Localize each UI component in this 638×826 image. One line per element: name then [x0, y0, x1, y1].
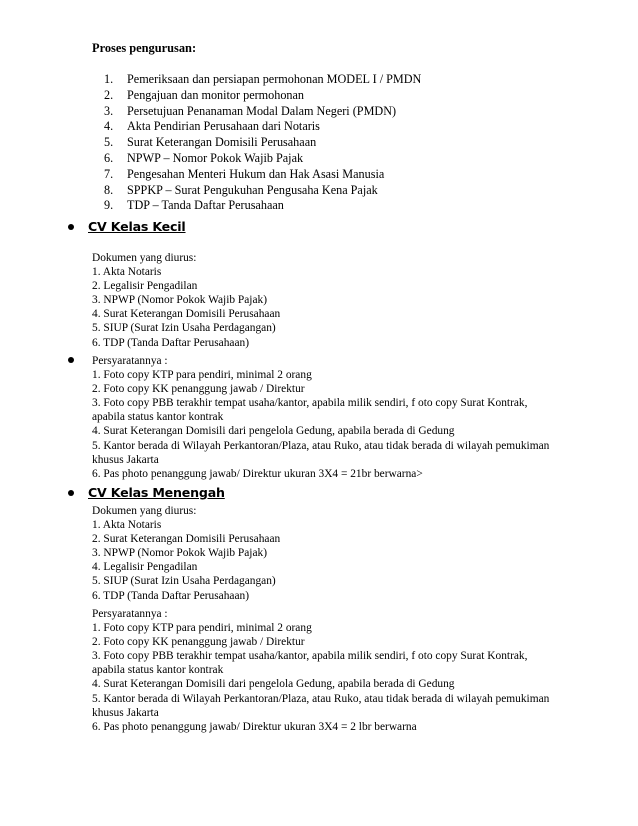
- dokumen-line: 2. Surat Keterangan Domisili Perusahaan: [92, 533, 281, 546]
- proses-list-item: [104, 167, 421, 183]
- proses-list-item: [104, 135, 421, 151]
- dokumen-line: 4. Legalisir Pengadilan: [92, 561, 198, 574]
- item-text: Pengajuan dan monitor permohonan: [127, 87, 305, 102]
- persyaratan-line: 5. Kantor berada di Wilayah Perkantoran/Plaza, atau Ruko, atau tidak berada di wilayah pemukiman: [92, 439, 550, 452]
- proses-list-item: [104, 183, 421, 199]
- cv-kecil-dokumen: [92, 251, 280, 350]
- item-number: 6.: [104, 150, 114, 165]
- persyaratan-line: apabila status kantor kontrak: [92, 664, 224, 677]
- persyaratan-line: khusus Jakarta: [92, 706, 159, 719]
- dokumen-line: 2. Legalisir Pengadilan: [92, 280, 198, 293]
- dokumen-line: 4. Surat Keterangan Domisili Perusahaan: [92, 308, 281, 321]
- persyaratan-line: 6. Pas photo penanggung jawab/ Direktur ukuran 3X4 = 21br berwarna>: [92, 467, 423, 480]
- cv-menengah-title: CV Kelas Menengah: [88, 485, 225, 500]
- persyaratan-line: 3. Foto copy PBB terakhir tempat usaha/kantor, apabila milik sendiri, f oto copy Surat Kontrak,: [92, 650, 528, 663]
- proses-list-item: [104, 72, 421, 88]
- item-number: 7.: [104, 166, 114, 181]
- dokumen-line: 5. SIUP (Surat Izin Usaha Perdagangan): [92, 322, 276, 335]
- persyaratan-line: 4. Surat Keterangan Domisili dari pengelola Gedung, apabila berada di Gedung: [92, 678, 455, 691]
- persyaratan-line: 1. Foto copy KTP para pendiri, minimal 2 orang: [92, 369, 312, 382]
- persyaratan-heading: Persyaratannya :: [92, 608, 168, 620]
- dokumen-line: 1. Akta Notaris: [92, 519, 162, 532]
- dokumen-heading: Dokumen yang diurus:: [92, 252, 197, 264]
- bullet-icon: [68, 357, 74, 363]
- item-number: 4.: [104, 119, 114, 134]
- item-text: Pengesahan Menteri Hukum dan Hak Asasi Manusia: [127, 166, 385, 181]
- persyaratan-line: 3. Foto copy PBB terakhir tempat usaha/kantor, apabila milik sendiri, f oto copy Surat Kontrak,: [92, 397, 528, 410]
- persyaratan-line: 6. Pas photo penanggung jawab/ Direktur ukuran 3X4 = 2 lbr berwarna: [92, 720, 417, 733]
- item-text: Persetujuan Penanaman Modal Dalam Negeri (PMDN): [127, 103, 397, 118]
- cv-kecil-persyaratan: [92, 354, 549, 481]
- dokumen-line: 3. NPWP (Nomor Pokok Wajib Pajak): [92, 294, 267, 307]
- proses-title: Proses pengurusan:: [92, 41, 197, 55]
- persyaratan-line: 4. Surat Keterangan Domisili dari pengelola Gedung, apabila berada di Gedung: [92, 425, 455, 438]
- item-text: TDP – Tanda Daftar Perusahaan: [127, 198, 284, 213]
- item-number: 5.: [104, 135, 114, 150]
- persyaratan-bullet: [68, 354, 74, 368]
- item-text: NPWP – Nomor Pokok Wajib Pajak: [127, 150, 304, 165]
- dokumen-line: 6. TDP (Tanda Daftar Perusahaan): [92, 589, 250, 602]
- cv-kecil-heading: [68, 219, 186, 235]
- item-text: Pemeriksaan dan persiapan permohonan MODEL I / PMDN: [127, 72, 422, 86]
- dokumen-line: 1. Akta Notaris: [92, 266, 162, 279]
- persyaratan-line: khusus Jakarta: [92, 453, 159, 466]
- cv-kecil-title: CV Kelas Kecil: [88, 219, 186, 234]
- proses-list-item: [104, 104, 421, 120]
- dokumen-line: 6. TDP (Tanda Daftar Perusahaan): [92, 336, 250, 349]
- persyaratan-line: 2. Foto copy KK penanggung jawab / Direktur: [92, 383, 305, 396]
- item-number: 1.: [104, 72, 114, 86]
- persyaratan-heading: Persyaratannya :: [92, 355, 168, 367]
- cv-menengah-persyaratan: [92, 607, 549, 734]
- item-number: 8.: [104, 182, 114, 197]
- bullet-icon: [68, 490, 74, 496]
- proses-list-item: [104, 151, 421, 167]
- dokumen-heading: Dokumen yang diurus:: [92, 505, 197, 517]
- item-number: 3.: [104, 103, 114, 118]
- proses-list: [104, 72, 421, 214]
- item-number: 2.: [104, 87, 114, 102]
- persyaratan-line: apabila status kantor kontrak: [92, 411, 224, 424]
- proses-list-item: [104, 119, 421, 135]
- item-text: Akta Pendirian Perusahaan dari Notaris: [127, 119, 320, 134]
- persyaratan-line: 5. Kantor berada di Wilayah Perkantoran/Plaza, atau Ruko, atau tidak berada di wilayah pemukiman: [92, 692, 550, 705]
- item-text: SPPKP – Surat Pengukuhan Pengusaha Kena Pajak: [127, 182, 378, 197]
- bullet-icon: [68, 224, 74, 230]
- cv-menengah-dokumen: [92, 504, 280, 603]
- dokumen-line: 5. SIUP (Surat Izin Usaha Perdagangan): [92, 575, 276, 588]
- item-text: Surat Keterangan Domisili Perusahaan: [127, 135, 317, 150]
- dokumen-line: 3. NPWP (Nomor Pokok Wajib Pajak): [92, 547, 267, 560]
- persyaratan-line: 2. Foto copy KK penanggung jawab / Direktur: [92, 636, 305, 649]
- proses-list-item: [104, 198, 421, 214]
- persyaratan-line: 1. Foto copy KTP para pendiri, minimal 2 orang: [92, 622, 312, 635]
- proses-list-item: [104, 88, 421, 104]
- cv-menengah-heading: [68, 485, 225, 501]
- item-number: 9.: [104, 198, 114, 213]
